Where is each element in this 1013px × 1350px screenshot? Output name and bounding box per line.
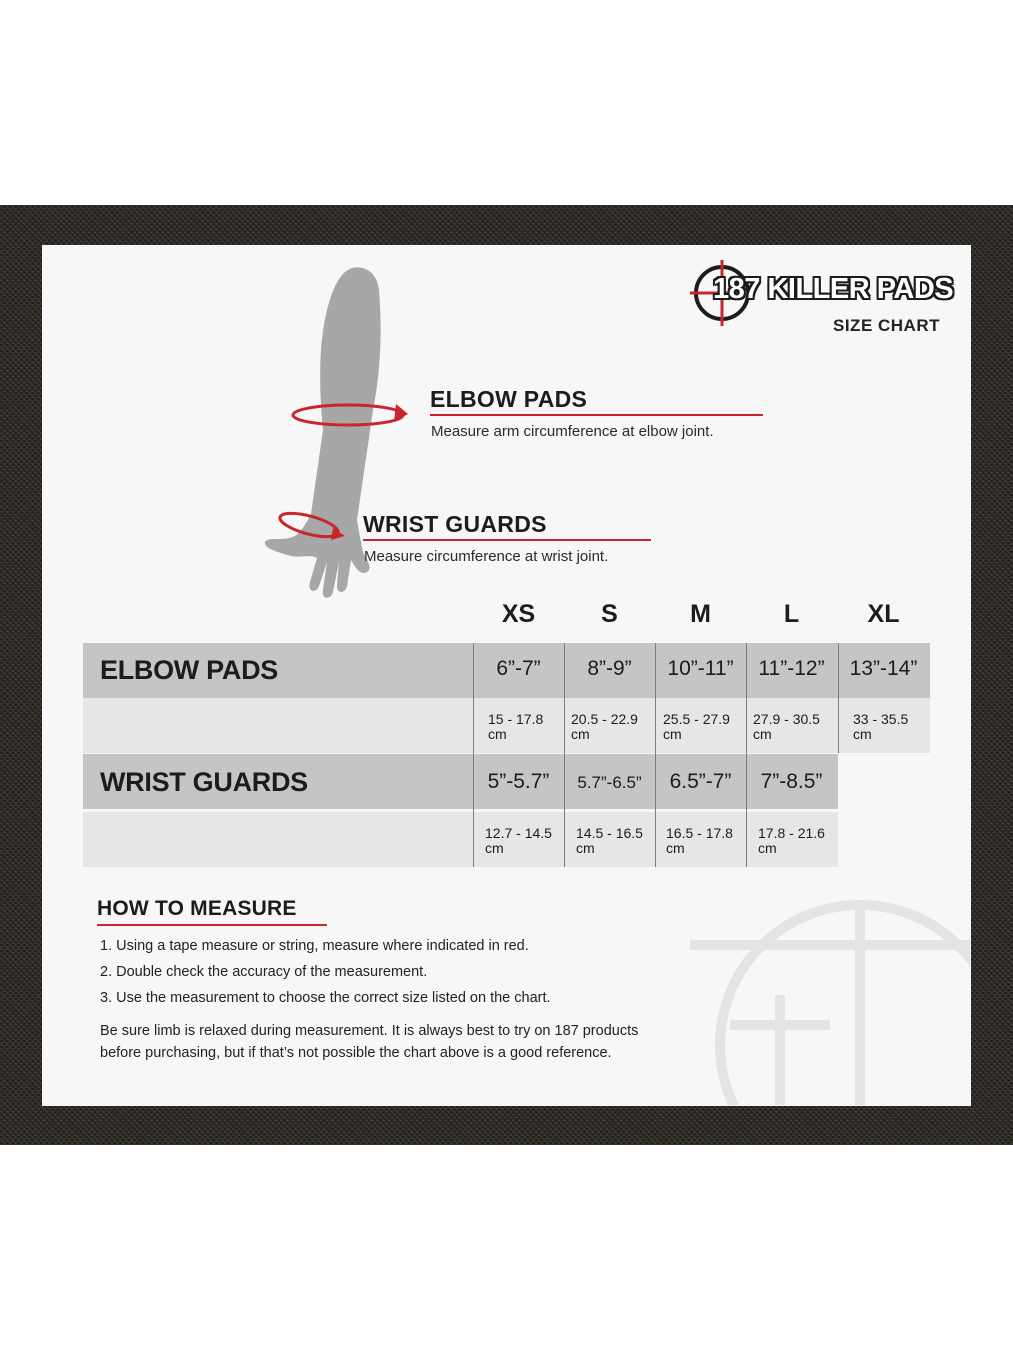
size-header-xl: XL bbox=[867, 600, 900, 628]
how-to-measure-title: HOW TO MEASURE bbox=[97, 897, 297, 920]
brand-logo-text: 187 KILLER PADS bbox=[713, 273, 954, 305]
logo-subtitle: SIZE CHART bbox=[833, 316, 940, 335]
fitting-note-line-2: before purchasing, but if that’s not possible the chart above is a good reference. bbox=[100, 1045, 612, 1061]
column-divider bbox=[838, 643, 839, 753]
elbow-cm-l: 27.9 - 30.5 cm bbox=[753, 711, 820, 742]
wrist-measure-loop-icon bbox=[275, 508, 350, 542]
elbow-inches-m: 10”-11” bbox=[667, 657, 734, 680]
elbow-inches-l: 11”-12” bbox=[758, 657, 825, 680]
wrist-cm-m: 16.5 - 17.8 cm bbox=[666, 825, 733, 856]
column-divider bbox=[746, 643, 747, 867]
fitting-note-line-1: Be sure limb is relaxed during measurement. It is always best to try on 187 products bbox=[100, 1023, 639, 1039]
instruction-step-2: 2. Double check the accuracy of the measurement. bbox=[100, 964, 428, 980]
elbow-cm-xs: 15 - 17.8 cm bbox=[488, 711, 544, 742]
fitting-note bbox=[100, 1020, 760, 1064]
elbow-guide-description: Measure arm circumference at elbow joint. bbox=[431, 423, 714, 440]
column-divider bbox=[564, 643, 565, 867]
size-header-xs: XS bbox=[501, 600, 536, 628]
elbow-row-label: ELBOW PADS bbox=[100, 655, 278, 685]
elbow-guide-underline bbox=[430, 414, 763, 416]
elbow-cm-xl: 33 - 35.5 cm bbox=[853, 711, 909, 742]
wrist-cm-l: 17.8 - 21.6 cm bbox=[758, 825, 825, 856]
column-divider bbox=[473, 643, 474, 867]
wrist-inches-l: 7”-8.5” bbox=[760, 770, 823, 793]
wrist-inches-xs: 5”-5.7” bbox=[487, 770, 550, 793]
wrist-guide-title: WRIST GUARDS bbox=[363, 511, 547, 537]
elbow-inches-xl: 13”-14” bbox=[849, 657, 918, 680]
elbow-guide-title: ELBOW PADS bbox=[430, 386, 588, 412]
elbow-measure-loop-icon bbox=[290, 398, 415, 432]
elbow-cm-m: 25.5 - 27.9 cm bbox=[663, 711, 730, 742]
elbow-cm-s: 20.5 - 22.9 cm bbox=[571, 711, 638, 742]
size-header-s: S bbox=[601, 600, 618, 628]
wrist-row-label: WRIST GUARDS bbox=[100, 767, 308, 797]
wrist-cm-xs: 12.7 - 14.5 cm bbox=[485, 825, 552, 856]
how-to-underline bbox=[97, 924, 327, 926]
column-divider bbox=[655, 643, 656, 867]
crosshair-watermark-icon bbox=[690, 895, 970, 1105]
wrist-inches-s: 5.7”-6.5” bbox=[577, 773, 642, 792]
size-header-m: M bbox=[690, 600, 711, 628]
wrist-inches-m: 6.5”-7” bbox=[669, 770, 732, 793]
instruction-step-1: 1. Using a tape measure or string, measure where indicated in red. bbox=[100, 938, 529, 954]
elbow-inches-s: 8”-9” bbox=[587, 657, 632, 680]
wrist-guide-description: Measure circumference at wrist joint. bbox=[364, 548, 609, 565]
wrist-cm-s: 14.5 - 16.5 cm bbox=[576, 825, 643, 856]
instruction-step-3: 3. Use the measurement to choose the correct size listed on the chart. bbox=[100, 990, 551, 1006]
wrist-guide-underline bbox=[363, 539, 651, 541]
elbow-inches-xs: 6”-7” bbox=[496, 657, 541, 680]
size-header-l: L bbox=[783, 600, 800, 628]
